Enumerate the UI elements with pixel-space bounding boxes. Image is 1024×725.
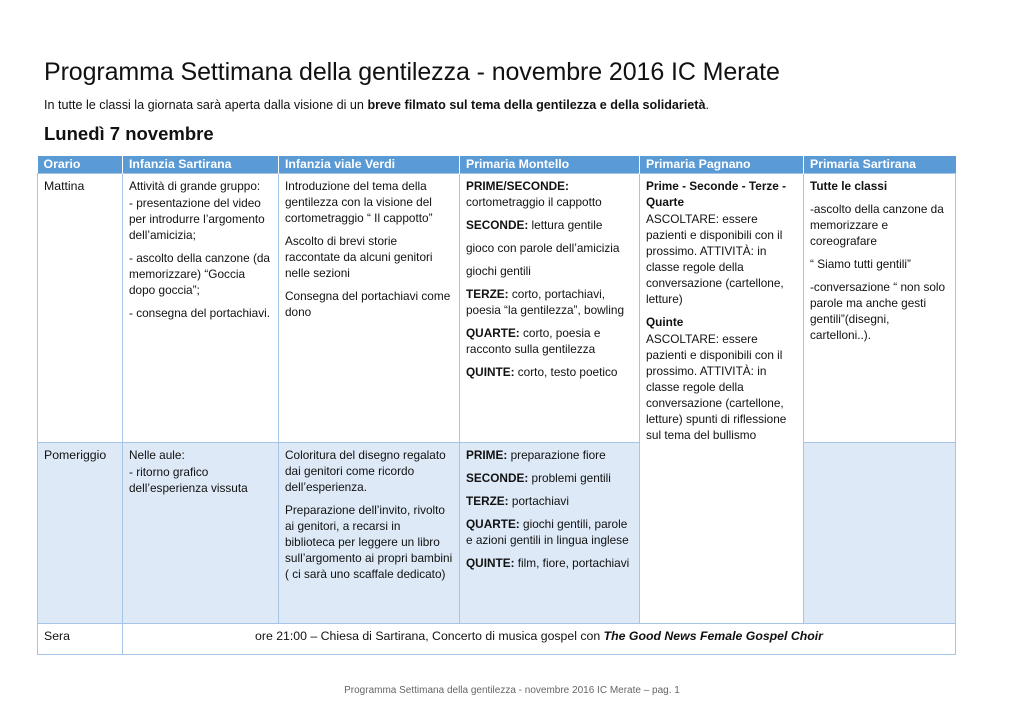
evening-text: ore 21:00 – Chiesa di Sartirana, Concerto di musica gospel con [255,628,604,643]
class-label: PRIME/SECONDE: [466,178,569,193]
schedule-table [37,156,956,655]
intro-bold: breve filmato sul tema della gentilezza e della solidarietà [367,98,706,112]
cell-pomeriggio-primaria-sartirana [804,442,956,623]
intro-text [44,98,709,112]
class-label: PRIME: [466,447,508,462]
cell-paragraph: Coloritura del disegno regalato dai genitori come ricordo dell’esperienza. [285,447,446,494]
class-label: Quinte [646,314,684,329]
activity-text: corto, testo poetico [514,365,618,379]
activity-text: giochi gentili [466,263,531,278]
cell-pomeriggio-infanzia-sartirana [123,442,279,623]
cell-paragraph [466,240,633,256]
cell-paragraph: -conversazione “ non solo parole ma anche gesti gentili”(disegni, cartelloni..). [810,279,946,342]
class-label: TERZE: [466,493,509,508]
cell-paragraph: Attività di grande gruppo: [129,178,261,193]
cell-paragraph [646,314,797,330]
activity-text: corto, poesia e racconto sulla gentilezza [466,325,601,356]
cell-paragraph: - presentazione del video per introdurre l’argomento dell’amicizia; [129,195,265,242]
activity-text: problemi gentili [528,470,611,485]
cell-paragraph [466,516,633,548]
activity-text: portachiavi [508,493,569,508]
cell-paragraph: -ascolto della canzone da memorizzare e coreografare [810,201,944,248]
class-label: QUINTE: [466,555,515,570]
cell-mattina-primaria-sartirana [804,173,956,442]
cell-paragraph [466,263,633,279]
intro-before: In tutte le classi la giornata sarà aperta dalla visione di un [44,98,368,112]
cell-paragraph [810,178,949,194]
evening-choir: The Good News Female Gospel Choir [603,628,823,643]
cell-paragraph: Consegna del portachiavi come dono [285,288,451,319]
cell-paragraph [466,325,633,357]
class-label: Prime - Seconde - Terze - Quarte [646,178,787,209]
cell-paragraph: Ascolto di brevi storie raccontate da alcuni genitori nelle sezioni [285,233,433,280]
activity-text: corto, portachiavi, poesia “la gentilezza”, bowling [466,286,625,317]
header-infanzia-sartirana: Infanzia Sartirana [123,156,279,173]
header-infanzia-verdi: Infanzia viale Verdi [279,156,460,173]
activity-text: preparazione fiore [507,447,606,462]
cell-paragraph: Preparazione dell’invito, rivolto ai genitori, a recarsi in biblioteca per leggere un libro sull’argomento ai propri bambini ( ci sarà uno scaffale dedicato) [285,502,453,581]
class-label: QUARTE: [466,325,520,340]
header-orario: Orario [38,156,123,173]
class-label: QUARTE: [466,516,520,531]
class-label: TERZE: [466,286,509,301]
cell-paragraph [646,178,797,210]
page-title: Programma Settimana della gentilezza - novembre 2016 IC Merate [44,58,780,86]
cell-paragraph [466,555,633,571]
cell-paragraph: - consegna del portachiavi. [129,305,270,320]
cell-paragraph: - ascolto della canzone (da memorizzare) “Goccia dopo goccia”; [129,250,270,297]
cell-sera-event [123,623,956,654]
cell-paragraph: ASCOLTARE: essere pazienti e disponibili con il prossimo. ATTIVITÀ: in classe regole della conversazione (cartellone, letture) spunti di riflessione sul tema del bullismo [646,332,787,443]
cell-paragraph [466,217,633,233]
activity-text: giochi gentili, parole e azioni gentili in lingua inglese [466,516,629,547]
intro-after: . [705,98,709,112]
table-header-row [38,156,956,173]
cell-mattina-infanzia-sartirana [123,173,279,442]
class-label: QUINTE: [466,365,515,379]
cell-mattina-montello [460,173,640,442]
day-heading: Lunedì 7 novembre [44,123,214,144]
table-row-mattina [38,173,956,442]
row-label-sera: Sera [38,623,123,654]
cell-paragraph [466,493,633,509]
header-primaria-montello: Primaria Montello [460,156,640,173]
activity-text: cortometraggio il cappotto [466,194,602,209]
cell-paragraph: Nelle aule: [129,447,185,462]
row-label-pomeriggio: Pomeriggio [38,442,123,623]
cell-pomeriggio-infanzia-verdi [279,442,460,623]
cell-mattina-infanzia-verdi [279,173,460,442]
activity-text: film, fiore, portachiavi [514,555,630,570]
cell-paragraph [466,447,633,463]
cell-paragraph [466,286,633,318]
header-primaria-pagnano: Primaria Pagnano [640,156,804,173]
cell-paragraph [466,364,633,380]
row-label-mattina: Mattina [38,173,123,442]
page-footer: Programma Settimana della gentilezza - novembre 2016 IC Merate – pag. 1 [344,685,680,696]
class-label: SECONDE: [466,217,529,232]
cell-paragraph [466,178,633,210]
activity-text: gioco con parole dell’amicizia [466,240,620,255]
cell-paragraph: “ Siamo tutti gentili” [810,256,911,271]
cell-paragraph: ASCOLTARE: essere pazienti e disponibili con il prossimo. ATTIVITÀ: in classe regole della conversazione (cartellone, letture) [646,211,784,306]
cell-pomeriggio-montello [460,442,640,623]
cell-paragraph [466,470,633,486]
cell-pagnano [640,173,804,623]
class-label: Tutte le classi [810,178,888,193]
header-primaria-sartirana: Primaria Sartirana [804,156,956,173]
activity-text: lettura gentile [528,217,603,232]
table-row-sera [38,623,956,654]
table-row-pomeriggio [38,442,956,623]
cell-paragraph: - ritorno grafico dell’esperienza vissuta [129,464,248,495]
class-label: SECONDE: [466,470,529,485]
cell-paragraph: Introduzione del tema della gentilezza con la visione del cortometraggio “ Il cappotto” [285,178,433,225]
